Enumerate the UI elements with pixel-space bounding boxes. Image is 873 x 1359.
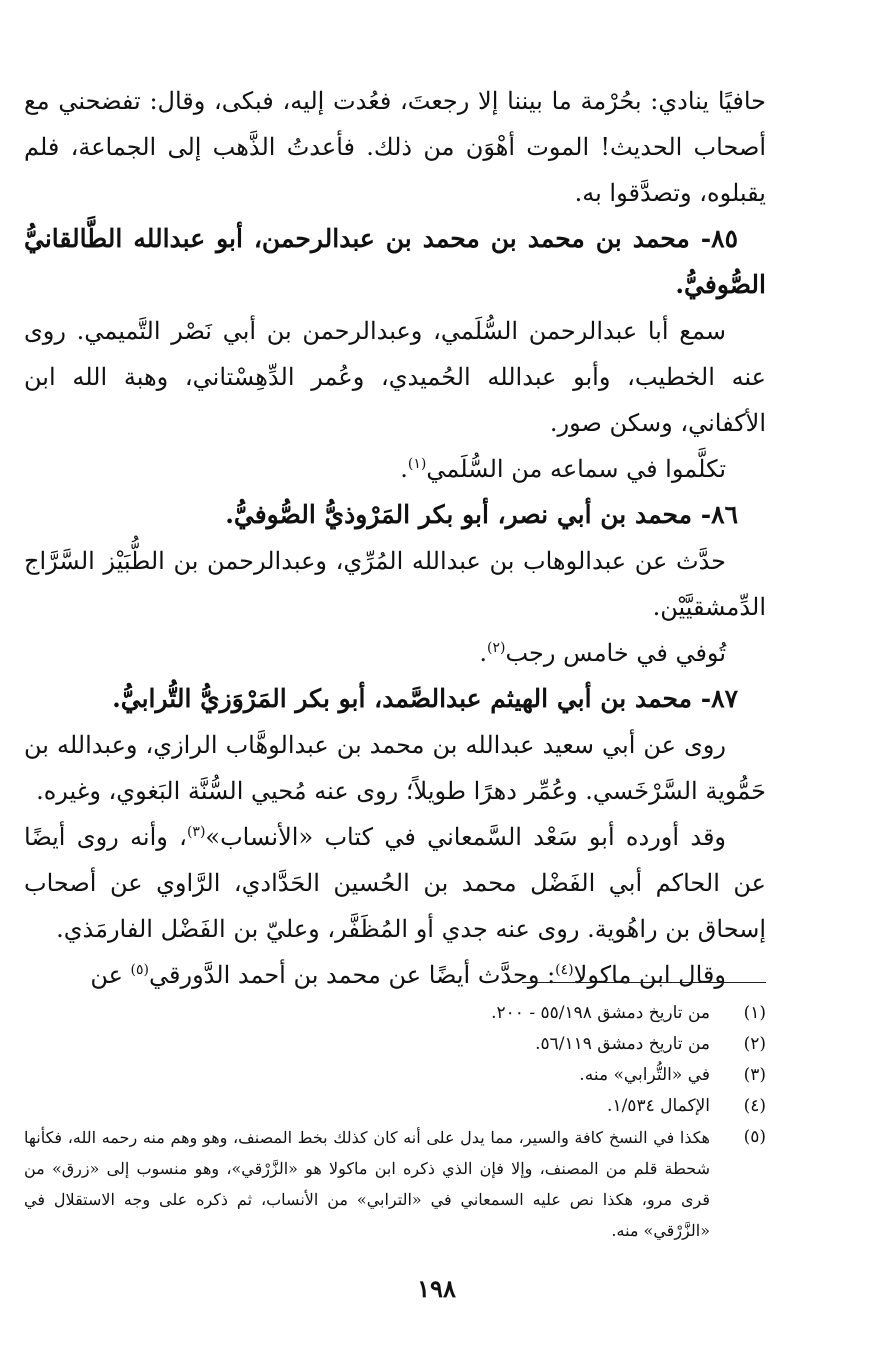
footnote-ref-4: (٤) (555, 962, 574, 978)
footnote-item (24, 1122, 766, 1246)
footnote-number: (٢) (743, 1034, 766, 1054)
footnote-number: (١) (743, 1003, 766, 1023)
entry-87-makula-paragraph (24, 952, 766, 998)
footnotes (24, 998, 766, 1246)
paragraph-text: ، وأنه روى أيضًا عن الحاكم أبي الفَضْل محمد بن الحُسين الحَدَّادي، الرَّاوي عن أصحاب إسحاق بن راهُوية. روى عنه جدي أو المُظَفَّر، وعليّ بن الفَضْل الفارمَذي. (24, 823, 766, 943)
footnote-item (24, 1029, 766, 1060)
footnote-item (24, 1091, 766, 1122)
footnote-ref-5: (٥) (130, 962, 149, 978)
main-text (24, 78, 766, 998)
entry-heading-85: ٨٥- محمد بن محمد بن محمد بن عبدالرحمن، أبو عبدالله الطَّالقانيُّ الصُّوفيُّ. (24, 224, 766, 299)
paragraph-text: : وحدَّث أيضًا عن محمد بن أحمد الدَّورقي (149, 961, 556, 989)
entry-85-note-paragraph: تكلَّموا في سماعه من السُّلَمي$^{(١)}$. (400, 455, 726, 483)
footnote-divider (522, 982, 766, 983)
footnote-ref-2: (٢) (487, 640, 506, 656)
page-number: ١٩٨ (417, 1274, 456, 1303)
entry-87-paragraph: روى عن أبي سعيد عبدالله بن محمد بن عبدالوهَّاب الرازي، وعبدالله بن حَمُّوية السَّرْخَسي. وعُمِّر دهرًا طويلاً؛ روى عنه مُحيي السُّنَّة البَغوي، وغيره. (24, 731, 766, 805)
footnote-item (24, 998, 766, 1029)
footnote-text: من تاريخ دمشق ٥٥/١٩٨ - ٢٠٠. (491, 1003, 710, 1023)
footnote-item (24, 1060, 766, 1091)
footnote-text: في «التُّرابي» منه. (579, 1065, 710, 1085)
entry-86-death-paragraph: تُوفي في خامس رجب$^{(٢)}$. (479, 639, 726, 667)
footnote-text: هكذا في النسخ كافة والسير، مما يدل على أنه كان كذلك بخط المصنف، وهو وهم منه رحمه الله، فكأنها شحطة قلم من المصنف، وإلا فإن الذي ذكره ابن ماكولا هو «الزَّرْقي»، وهو منسوب إلى «زرق» من قرى مرو، هكذا نص عليه السمعاني في «الترابي» من الأنساب، ثم ذكره على وجه الاستقلال في «الزَّرْقي» منه. (24, 1128, 710, 1240)
paragraph-text: عن (90, 961, 131, 989)
paragraph-continuation: حافيًا ينادي: بحُرْمة ما بيننا إلا رجعتَ، فعُدت إليه، فبكى، وقال: تفضحني مع أصحاب الحديث! الموت أهْوَن من ذلك. فأعدتُ الذَّهب إلى الجماعة، فلم يقبلوه، وتصدَّقوا به. (24, 87, 767, 207)
paragraph-text: وقد أورده أبو سَعْد السَّمعاني في كتاب «الأنساب» (205, 823, 727, 851)
footnote-ref-1: (١) (407, 456, 427, 472)
footnote-number: (٣) (743, 1065, 766, 1085)
footnote-ref-3: (٣) (186, 824, 206, 840)
paragraph-text: وقال ابن ماكولا (573, 961, 726, 989)
footnote-text: من تاريخ دمشق ٥٦/١١٩. (535, 1034, 710, 1054)
entry-87-ansab-paragraph (24, 814, 766, 952)
footnote-number: (٤) (743, 1096, 766, 1116)
footnote-text: الإكمال ١/٥٣٤. (607, 1096, 710, 1116)
entry-86-paragraph: حدَّث عن عبدالوهاب بن عبدالله المُرِّي، وعبدالرحمن بن الطُّبَيْز السَّرَّاج الدِّمشقيَّيْن. (24, 547, 766, 621)
paragraph-text: تُوفي في خامس رجب (505, 639, 726, 667)
footnote-number: (٥) (743, 1127, 766, 1147)
paragraph-text: تكلَّموا في سماعه من السُّلَمي (426, 455, 726, 483)
entry-85-paragraph: سمع أبا عبدالرحمن السُّلَمي، وعبدالرحمن بن أبي نَصْر التَّميمي. روى عنه الخطيب، وأبو عبدالله الحُميدي، وعُمر الدِّهِسْتاني، وهبة الله ابن الأكفاني، وسكن صور. (24, 317, 767, 437)
entry-heading-86: ٨٦- محمد بن أبي نصر، أبو بكر المَرْوذيُّ الصُّوفيُّ. (225, 500, 738, 529)
entry-heading-87: ٨٧- محمد بن أبي الهيثم عبدالصَّمد، أبو بكر المَرْوَزيُّ التُّرابيُّ. (112, 684, 738, 713)
